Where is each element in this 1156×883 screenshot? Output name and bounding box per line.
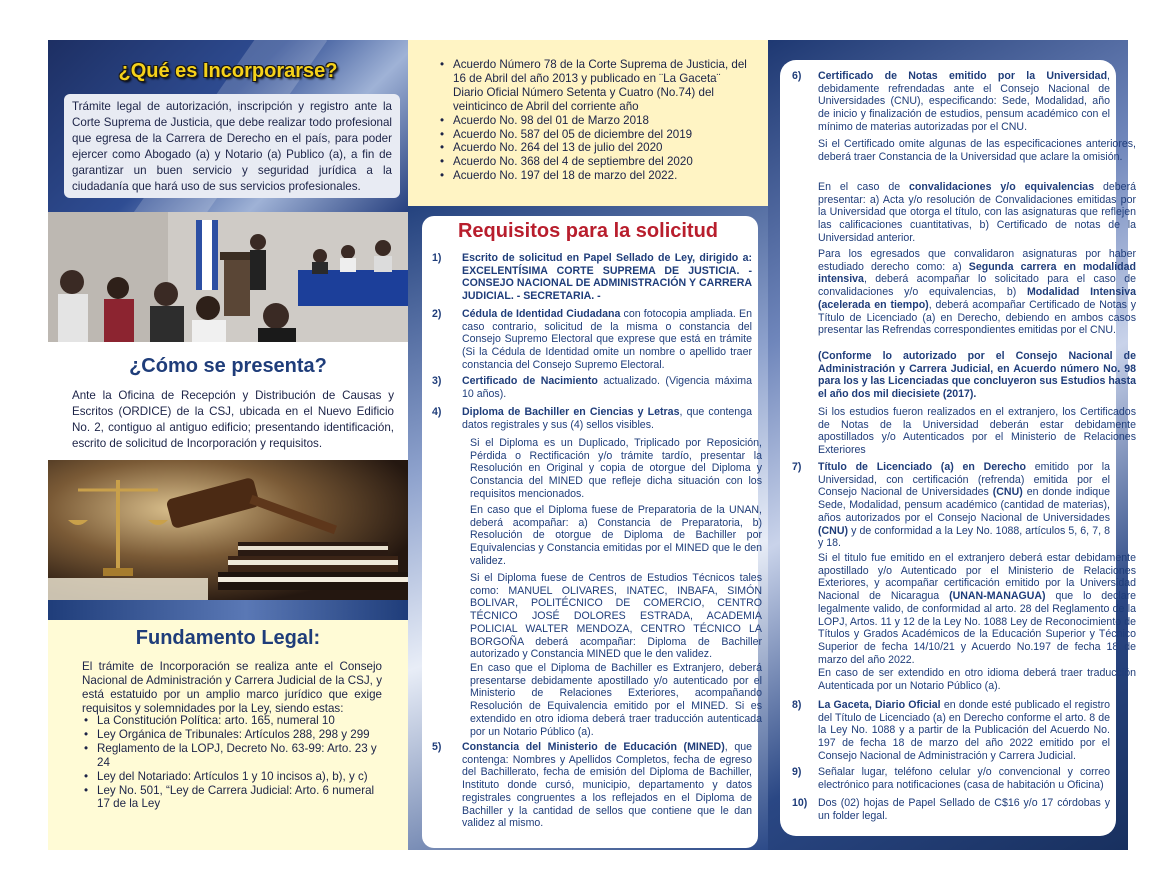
requirements-title: Requisitos para la solicitud	[457, 220, 719, 242]
requirement-rest: en donde indique Sede, Modalidad, pensum académico (cantidad de materias), años autorizados por el Consejo Nacional de Universidades	[818, 486, 1110, 524]
legal-item: • Reglamento de la LOPJ, Decreto No. 63-99: Arto. 23 y 24	[82, 742, 382, 770]
requirement-rest: , debidamente refrendadas ante el Consejo Nacional de Universidades (CNU), especificando: Sede, Modalidad, año de inicio y finalización de estudios, pensum académico con el mínimo de materias autorizadas por el CNU.	[818, 70, 1110, 133]
requirement-6-note	[818, 248, 1136, 337]
requirement-number: 5)	[432, 741, 442, 753]
requirement-text: Señalar lugar, teléfono celular y/o convencional y correo electrónico para notificaciones (casa de habitación u Oficina)	[818, 766, 1110, 791]
requirement-bold: La Gaceta, Diario Oficial	[818, 699, 941, 711]
agreement-item: • Acuerdo No. 197 del 18 de marzo del 2022.	[438, 169, 750, 183]
requirement-bold: (CNU)	[818, 524, 849, 537]
requirement-rest: actualizado. (Vigencia máxima 10 años).	[462, 375, 752, 400]
requirement-text	[462, 375, 752, 400]
requirement-bold: Cédula de Identidad Ciudadana	[462, 308, 621, 320]
legal-divider	[48, 600, 408, 620]
requirement-number: 1)	[432, 252, 442, 264]
requirement-text: Escrito de solicitud en Papel Sellado de Ley, dirigido a: EXCELENTÍSIMA CORTE SUPREMA DE JUSTICIA. - CONSEJO NACIONAL DE ADMINISTRACIÓN Y CARRERA JUDICIAL. - SECRETARIA. -	[462, 252, 752, 303]
agreement-item: • Acuerdo No. 587 del 05 de diciembre del 2019	[438, 128, 750, 142]
gavel-scale-books-image	[48, 460, 408, 600]
requirement-6-note: (Conforme lo autorizado por el Consejo Nacional de Administración y Carrera Judicial, en Acuerdo número No. 98 para los y las Licenciadas que concluyeron sus Estudios hasta el año dos mil diecisiete (2017).	[818, 350, 1136, 401]
how-title: ¿Cómo se presenta?	[129, 355, 327, 377]
requirement-rest: en donde esté publicado el registro del Título de Licenciado (a) en Derecho conforme el arto. 8 de la Ley No. 1088 y a partir de la Publicación del Acuerdo No. 197 de fecha 18 de marzo del año 2022 emitido por el Consejo Nacional de Administración y Carrera Judicial.	[818, 699, 1111, 762]
ceremony-illustration	[48, 212, 408, 342]
note-bold: (UNAN-MANAGUA)	[949, 590, 1046, 603]
requirement-4-note: En caso que el Diploma fuese de Preparatoria de la UNAN, deberá acompañar: a) Constancia de Preparatoria, b) Resolución de otorgue de Diploma de Bachiller por Equivalencias y Constancia emitidas por el MINED que le den validez.	[470, 504, 762, 567]
requirement-number: 4)	[432, 406, 442, 418]
requirement-number: 2)	[432, 308, 442, 320]
note-text: En el caso de	[818, 181, 910, 193]
note-bold: Modalidad Intensiva (acelerada en tiempo)	[818, 286, 1136, 311]
note-bold: Segunda carrera en modalidad intensiva	[818, 260, 1136, 286]
requirement-bold: Certificado de Notas emitido por la Universidad	[818, 70, 1108, 82]
requirement-text	[462, 406, 752, 431]
requirement-number: 8)	[792, 699, 802, 711]
requirement-6	[792, 70, 1110, 134]
requirement-rest: , que contenga: Nombres y Apellidos Completos, fecha de egreso del Bachillerato, fecha de emisión del Diploma de Bachiller, Instituto donde cursó, municipio, departamento y datos registrales congruentes a los reflejados en el Diploma de Bachiller y la cantidad de sellos que contiene que le dan validez al mismo.	[462, 741, 753, 830]
requirement-bold: (CNU)	[992, 486, 1023, 499]
what-text: Trámite legal de autorización, inscripción y registro ante la Corte Suprema de Justicia, que debe realizar todo profesional que egresa de la Carrera de Derecho en el país, para poder ejercer como Abogado (a) y Notario (a) Publico (a), a fin de garantizar un buen servicio y seguridad jurídica a la ciudadanía que hará uso de sus servicios profesionales.	[64, 94, 400, 198]
requirement-2	[432, 308, 752, 372]
requirement-rest: emitido por la Universidad, con certificación (refrenda) emitida por el Consejo Nacional de Universidades	[818, 461, 1110, 499]
panel-middle	[408, 40, 768, 850]
requirement-text	[462, 308, 752, 372]
note-text: Si el titulo fue emitido en el extranjero deberá estar debidamente apostillado y/o Autenticado por el Ministerio de Relaciones Exteriores, y acompañar certificación emitido por la Universidad Nacional de Nicaragua	[818, 552, 1136, 603]
requirement-6-note	[818, 181, 1136, 245]
requirement-7-note	[818, 552, 1136, 666]
justice-photo	[48, 460, 408, 600]
requirement-number: 10)	[792, 797, 808, 809]
requirement-number: 6)	[792, 70, 802, 82]
requirement-3	[432, 375, 752, 400]
requirement-bold: Diploma de Bachiller en Ciencias y Letras	[462, 406, 680, 418]
legal-item: • Ley No. 501, “Ley de Carrera Judicial: Arto. 6 numeral 17 de la Ley	[82, 784, 382, 812]
requirement-text	[818, 70, 1110, 134]
note-text: que lo declare legalmente valido, de conformidad al arto. 28 del Reglamento de la LOPJ, Artos. 11 y 12 de la Ley No. 1088 Ley de Reconocimiento de Títulos y Grados Académicos de la Educación Superior y Técnico Superior de fecha 14/10/21 y Acuerdo No.197 de fecha 18 de marzo del año 2022.	[818, 590, 1137, 666]
requirement-4-note: Si el Diploma fuese de Centros de Estudios Técnicos tales como: MANUEL OLIVARES, INATEC, INBAFA, SIMÓN BOLIVAR, POLITÉCNICO DE COMERCIO, CENTRO TÉCNICO JOSÉ DOLORES ESTRADA, ACADEMIA POLICIAL WALTER MENDOZA, CENTRO TÉCNICO LA BORGOÑA deberá acompañar: Diploma de Bachiller autorizado y Constancia MINED que le den validez.	[470, 572, 762, 661]
requirement-rest: y de conformidad a la Ley No. 1088, artículos 5, 6, 7, 8 y 18.	[818, 524, 1110, 550]
note-text: , deberá acompañar Certificado de Notas y Título de Licenciado (a) en Derecho, debiendo en ambos casos presentar las Refrendas correspondientes emitidas por el CNU.	[818, 298, 1137, 337]
requirement-number: 9)	[792, 766, 802, 778]
requirement-text	[462, 741, 752, 830]
requirement-bold: Título de Licenciado (a) en Derecho	[818, 461, 1027, 473]
legal-text: El trámite de Incorporación se realiza ante el Consejo Nacional de Administración y Carrera Judicial de la CSJ, y está estatuido por un amplio marco jurídico que exige requisitos y solemnidades por la Ley, siendo estas:	[82, 660, 382, 715]
requirement-7	[792, 461, 1110, 550]
panel-right	[768, 40, 1137, 850]
requirement-bold: Constancia del Ministerio de Educación (MINED)	[462, 741, 725, 753]
how-text: Ante la Oficina de Recepción y Distribución de Causas y Escritos (ORDICE) de la CSJ, ubicada en el Nuevo Edificio No. 2, contiguo al antiguo edificio; presentando identificación, escrito de solicitud de Incorporación y requisitos.	[72, 389, 394, 450]
requirement-6-note: Si los estudios fueron realizados en el extranjero, los Certificados de Notas de la Universidad deberán estar debidamente apostillados y/o Autenticados por el Ministerio de Relaciones Exteriores	[818, 406, 1136, 457]
note-text: , deberá acompañar lo solicitado para el caso de convalidaciones y/o equivalencias, b)	[818, 273, 1136, 299]
requirement-4-note: Si el Diploma es un Duplicado, Triplicado por Reposición, Pérdida o Rectificación y/o trámite tardío, presentar la Resolución en Original y copia de otorgue del Diploma y Constancia del MINED que refleje dicha situación con los requisitos mencionados.	[470, 437, 762, 500]
requirement-number: 7)	[792, 461, 802, 473]
agreement-item: • Acuerdo No. 368 del 4 de septiembre del 2020	[438, 155, 750, 169]
requirement-5	[432, 741, 752, 830]
requirement-4	[432, 406, 752, 431]
requirement-rest: , que contenga datos registrales y sus (4) sellos visibles.	[462, 406, 752, 431]
requirement-bold: Certificado de Nacimiento	[462, 375, 598, 387]
legal-item: • La Constitución Política: arto. 165, numeral 10	[82, 714, 382, 728]
legal-item: • Ley del Notariado: Artículos 1 y 10 incisos a), b), y c)	[82, 770, 382, 784]
agreement-item: • Acuerdo Número 78 de la Corte Suprema de Justicia, del 16 de Abril del año 2013 y publicado en ¨La Gaceta¨ Diario Oficial Número Setenta y Cuatro (No.74) del veinticinco de Abril del corriente año	[438, 58, 750, 114]
ceremony-photo	[48, 212, 408, 342]
note-bold: convalidaciones y/o equivalencias	[909, 181, 1095, 193]
agreements-list	[438, 58, 750, 183]
what-title: ¿Qué es Incorporarse?	[118, 60, 338, 82]
requirement-7-note: En caso de ser extendido en otro idioma deberá traer traducción Autenticada por un Notario Público (a).	[818, 667, 1136, 692]
requirement-10	[792, 797, 1110, 822]
requirement-9	[792, 766, 1110, 791]
legal-item: • Ley Orgánica de Tribunales: Artículos 288, 298 y 299	[82, 728, 382, 742]
agreement-item: • Acuerdo No. 264 del 13 de julio del 2020	[438, 141, 750, 155]
legal-title: Fundamento Legal:	[135, 627, 321, 649]
agreement-item: • Acuerdo No. 98 del 01 de Marzo 2018	[438, 114, 750, 128]
requirement-6-note: Si el Certificado omite algunas de las especificaciones anteriores, deberá traer Constancia de la Universidad que aclare la omisión.	[818, 138, 1136, 163]
requirement-text: Dos (02) hojas de Papel Sellado de C$16 y/o 17 córdobas y un folder legal.	[818, 797, 1110, 822]
requirement-8	[792, 699, 1110, 763]
note-text: Para los egresados que convalidaron asignaturas por haber estudiado derecho como: a)	[818, 248, 1136, 273]
requirement-text	[818, 461, 1110, 550]
requirement-rest: con fotocopia ampliada. En caso contrario, solicitud de la misma o constancia del Consejo Supremo Electoral que exprese que está en trámite (Si la Cédula de Identidad omite un nombre o apellido traer constancia del Consejo Supremo Electoral.	[462, 308, 752, 371]
requirement-text	[818, 699, 1110, 763]
note-text: deberá presentar: a) Acta y/o resolución de Convalidaciones emitidas por la Universidad que otorga el título, con las asignaturas que reflejen las calificaciones cuantitativas, b) Certificado de notas de la Universidad anterior.	[818, 181, 1136, 244]
requirement-number: 3)	[432, 375, 442, 387]
requirement-4-note: En caso que el Diploma de Bachiller es Extranjero, deberá presentarse debidamente apostillado y/o autenticado por el Ministerio de Relaciones Exteriores, acompañando Resolución de Equivalencia emitido por el MINED. Si es extendido en otro idioma deberá traer traducción autenticada por un Notario Público (a).	[470, 662, 762, 738]
legal-list	[82, 714, 382, 811]
requirement-1	[432, 252, 752, 303]
panel-left	[48, 40, 408, 850]
